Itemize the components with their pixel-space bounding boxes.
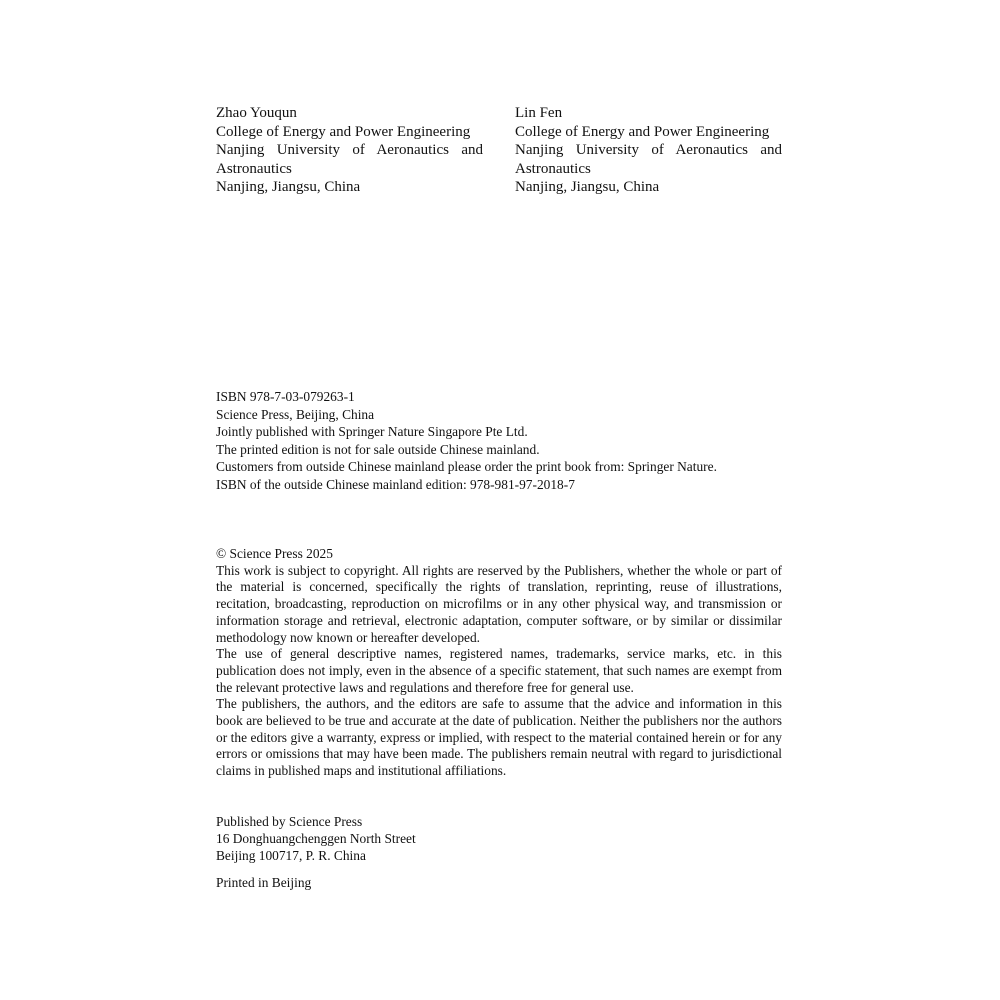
published-by: Published by Science Press xyxy=(216,814,363,829)
order-info-line: Customers from outside Chinese mainland please order the print book from: Springer Nature. xyxy=(216,459,717,475)
author-entry xyxy=(515,104,782,197)
publisher-city: Beijing 100717, P. R. China xyxy=(216,848,366,863)
publisher-line: Science Press, Beijing, China xyxy=(216,406,375,422)
copyright-notice: © Science Press 2025 xyxy=(216,546,333,561)
publisher-address xyxy=(216,813,782,864)
joint-publication-line: Jointly published with Springer Nature Singapore Pte Ltd. xyxy=(216,424,528,440)
outside-edition-isbn: ISBN of the outside Chinese mainland edition: 978-981-97-2018-7 xyxy=(216,476,575,492)
disclaimer-paragraph: The publishers, the authors, and the editors are safe to assume that the advice and information in this book are believed to be true and accurate at the date of publication. Neither the publishers nor the authors or the editors give a warranty, express or implied, with respect to the material contained herein or for any errors or omissions that may have been made. The publishers remain neutral with regard to jurisdictional claims in published maps and institutional affiliations. xyxy=(216,696,782,779)
printed-in: Printed in Beijing xyxy=(216,875,312,890)
sale-restriction-line: The printed edition is not for sale outside Chinese mainland. xyxy=(216,441,540,457)
author-entry xyxy=(216,104,483,197)
authors-section xyxy=(216,104,782,197)
copyright-section xyxy=(216,546,782,780)
isbn-section xyxy=(216,388,730,494)
author-name: Lin Fen xyxy=(515,105,563,121)
author-name: Zhao Youqun xyxy=(216,105,297,121)
author-college: College of Energy and Power Engineering xyxy=(216,123,471,140)
author-university: Nanjing University of Aeronautics and Astronautics xyxy=(515,142,782,177)
trademark-paragraph: The use of general descriptive names, registered names, trademarks, service marks, etc. in this publication does not imply, even in the absence of a specific statement, that such names are exempt from the relevant protective laws and regulations and therefore free for general use. xyxy=(216,646,782,695)
isbn-number: ISBN 978-7-03-079263-1 xyxy=(216,389,355,404)
author-location: Nanjing, Jiangsu, China xyxy=(216,179,361,195)
author-college: College of Energy and Power Engineering xyxy=(515,123,770,140)
author-university: Nanjing University of Aeronautics and Astronautics xyxy=(216,142,483,177)
author-location: Nanjing, Jiangsu, China xyxy=(515,179,660,195)
copyright-paragraph: This work is subject to copyright. All rights are reserved by the Publishers, whether the whole or part of the material is concerned, specifically the rights of translation, reprinting, reuse of illustrations, recitation, broadcasting, reproduction on microfilms or in any other physical way, and transmission or information storage and retrieval, electronic adaptation, computer software, or by similar or dissimilar methodology now known or hereafter developed. xyxy=(216,562,782,645)
publisher-street: 16 Donghuangchenggen North Street xyxy=(216,831,416,846)
